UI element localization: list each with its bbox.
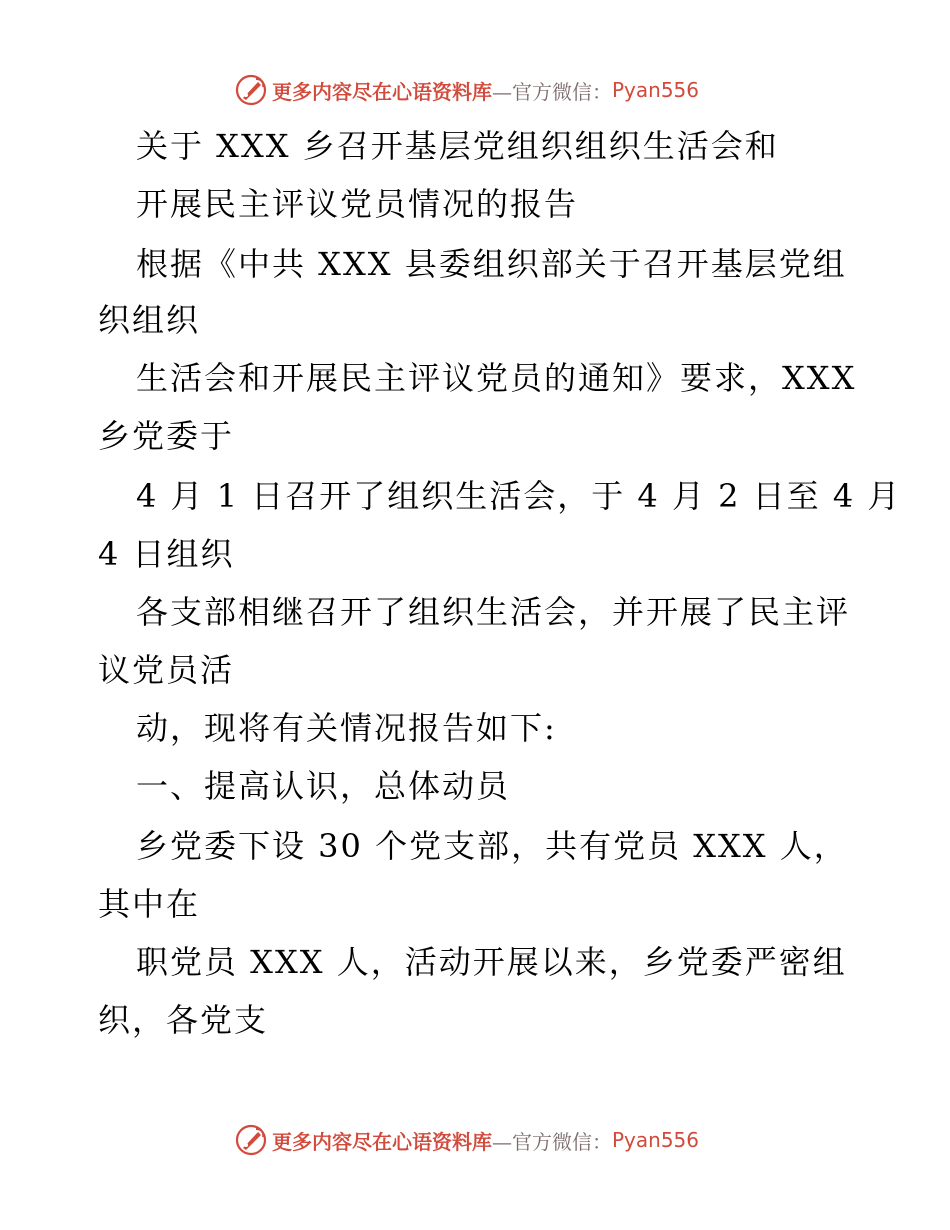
paragraph-line: 生活会和开展民主评议党员的通知》要求，XXX [136, 359, 857, 397]
paragraph-line: 4 日组织 [98, 535, 235, 573]
paragraph-line: 织，各党支 [98, 1001, 269, 1039]
watermark-site-name: 更多内容尽在心语资料库 [272, 1129, 492, 1154]
paragraph-line: 各支部相继召开了组织生活会，并开展了民主评 [136, 593, 851, 631]
document-title-line-2: 开展民主评议党员情况的报告 [136, 185, 579, 223]
watermark-wechat-id: Pyan556 [612, 1128, 700, 1152]
paragraph-line: 根据《中共 XXX 县委组织部关于召开基层党组 [136, 245, 847, 283]
paragraph-line: 乡党委于 [98, 417, 235, 455]
paragraph-line: 乡党委下设 30 个党支部，共有党员 XXX 人， [136, 827, 848, 865]
watermark-wechat-label: —官方微信： [492, 1129, 612, 1154]
watermark-wechat-id: Pyan556 [612, 78, 700, 102]
paragraph-line: 动，现将有关情况报告如下: [136, 709, 557, 747]
paragraph-line: 职党员 XXX 人，活动开展以来，乡党委严密组 [136, 943, 847, 981]
paragraph-line: 议党员活 [98, 651, 235, 689]
header-watermark [234, 72, 699, 108]
watermark-site-name: 更多内容尽在心语资料库 [272, 79, 492, 104]
paragraph-line: 其中在 [98, 885, 201, 923]
paragraph-line: 织组织 [98, 301, 201, 339]
document-title-line-1: 关于 XXX 乡召开基层党组织组织生活会和 [136, 127, 779, 165]
footer-watermark [234, 1122, 699, 1158]
watermark-wechat-label: —官方微信： [492, 79, 612, 104]
section-heading: 一、提高认识，总体动员 [136, 767, 511, 805]
quill-logo-icon [234, 1123, 268, 1157]
quill-logo-icon [234, 73, 268, 107]
paragraph-line: 4 月 1 日召开了组织生活会，于 4 月 2 日至 4 月 [136, 477, 902, 515]
